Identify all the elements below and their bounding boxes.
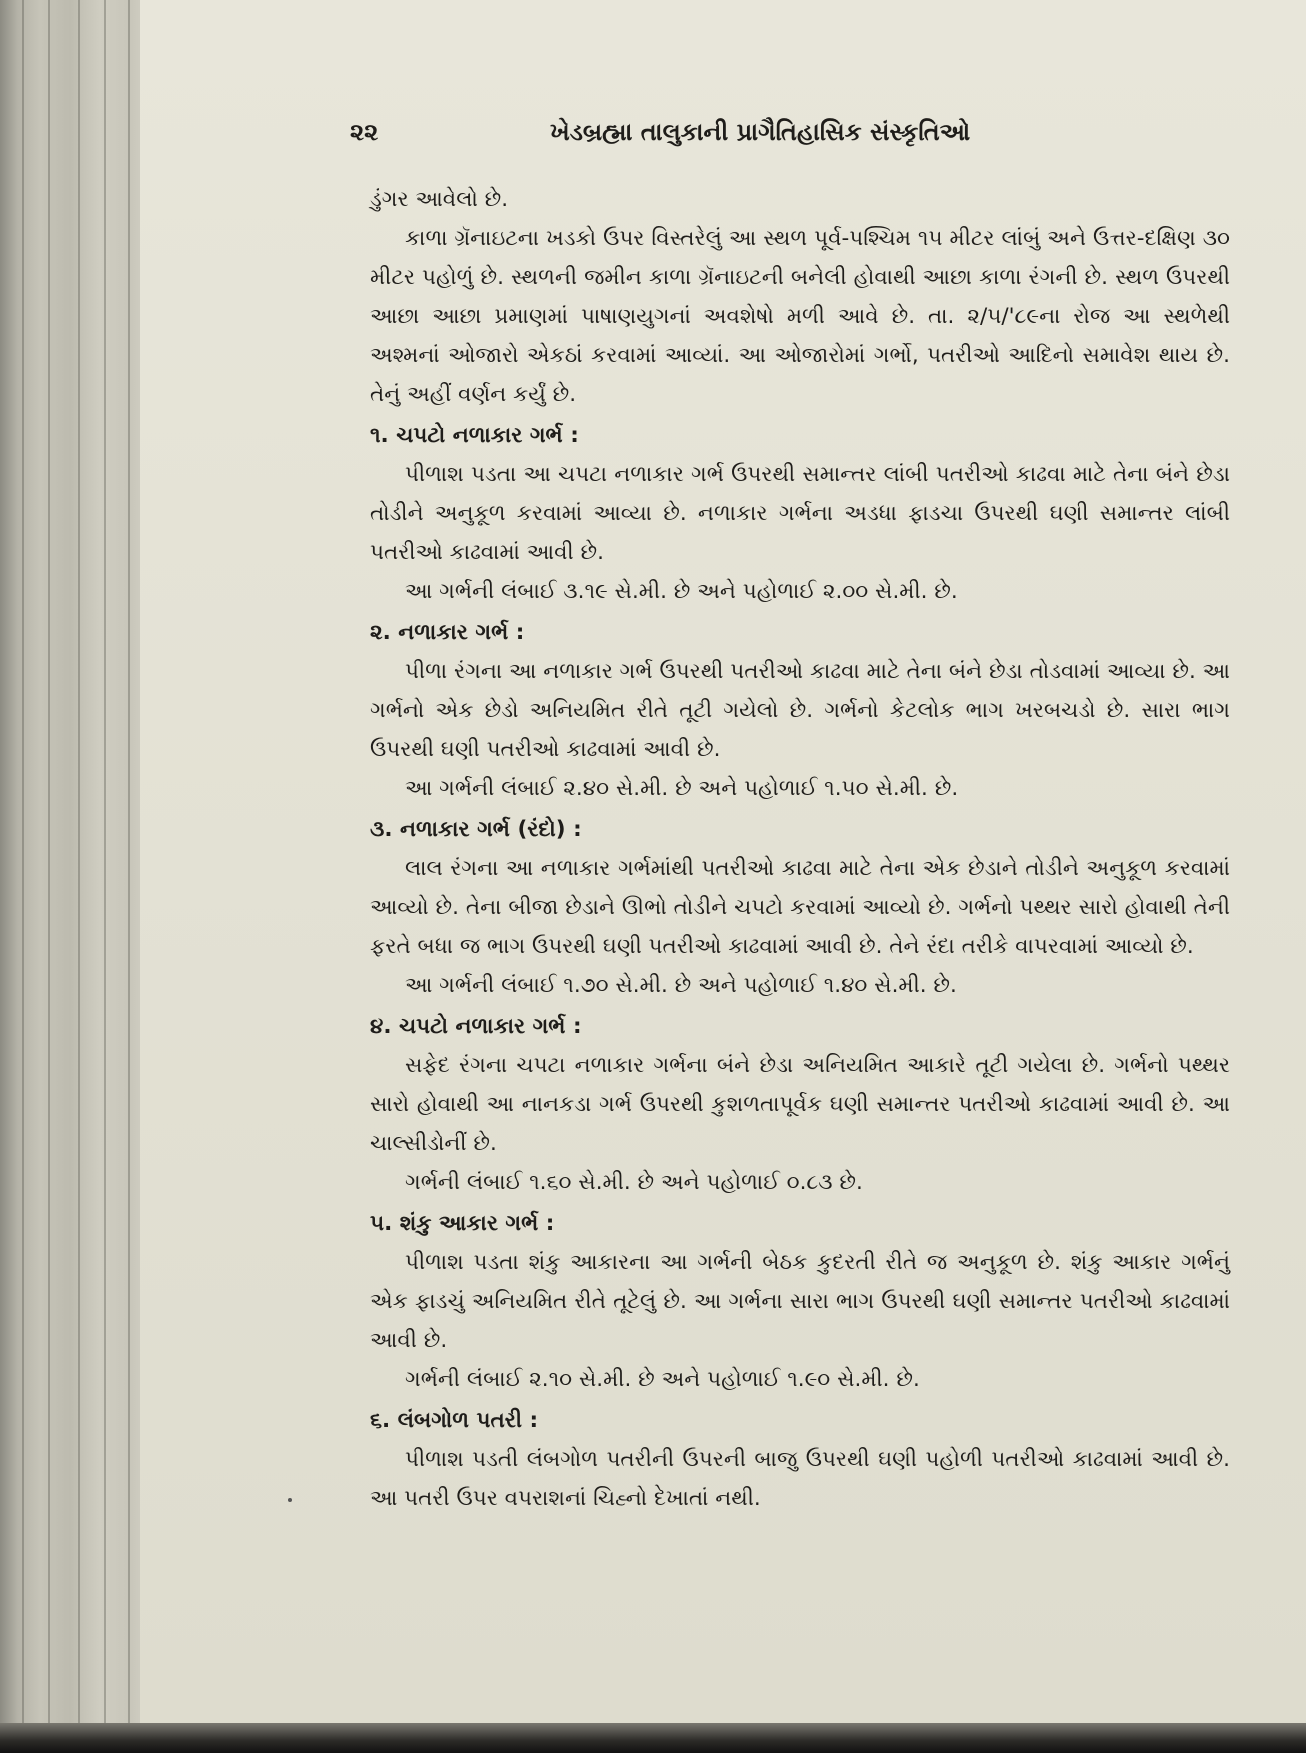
running-title: ખેડબ્રહ્મા તાલુકાની પ્રાગૈતિહાસિક સંસ્કૃતિઓ [550,118,971,146]
section-heading: ૩. નળાકાર ગર્ભ (રંદો) : [370,817,582,842]
book-page-edges [0,0,150,1753]
section-measurement: આ ગર્ભની લંબાઈ ૨.૪૦ સે.મી. છે અને પહોળાઈ ૧.૫૦ સે.મી. છે. [405,776,959,801]
page-number: ૨૨ [350,118,379,146]
section-6 [370,1401,1230,1518]
intro-paragraph: કાળા ગ્રૅનાઇટના ખડકો ઉપર વિસ્તરેલું આ સ્થળ પૂર્વ-પશ્ચિમ ૧૫ મીટર લાંબું અને ઉત્તર-દક્ષિણ ૩૦ મીટર પહોળું છે. સ્થળની જમીન કાળા ગ્રૅનાઇટની બનેલી હોવાથી આછા કાળા રંગની છે. સ્થળ ઉપરથી આછા આછા પ્રમાણમાં પાષાણયુગનાં અવશેષો મળી આવે છે. તા. ૨/૫/'૮૯ના રોજ આ સ્થળેથી અશ્મનાં ઓજારો એકઠાં કરવામાં આવ્યાં. આ ઓજારોમાં ગર્ભો, પતરીઓ આદિનો સમાવેશ થાય છે. તેનું અહીં વર્ણન કર્યું છે. [370,226,1230,407]
section-body: લાલ રંગના આ નળાકાર ગર્ભમાંથી પતરીઓ કાઢવા માટે તેના એક છેડાને તોડીને અનુકૂળ કરવામાં આવ્યો છે. તેના બીજા છેડાને ઊભો તોડીને ચપટો કરવામાં આવ્યો છે. ગર્ભનો પથ્થર સારો હોવાથી તેની ફરતે બધા જ ભાગ ઉપરથી ઘણી પતરીઓ કાઢવામાં આવી છે. તેને રંદા તરીકે વાપરવામાં આવ્યો છે. [370,856,1230,959]
section-measurement: ગર્ભની લંબાઈ ૧.૬૦ સે.મી. છે અને પહોળાઈ ૦.૮૩ છે. [405,1170,863,1195]
intro-continuation: ડુંગર આવેલો છે. [370,187,509,212]
section-body: પીળાશ પડતા શંકુ આકારના આ ગર્ભની બેઠક કુદરતી રીતે જ અનુકૂળ છે. શંકુ આકાર ગર્ભનું એક ફાડચું અનિયમિત રીતે તૂટેલું છે. આ ગર્ભના સારા ભાગ ઉપરથી ઘણી સમાન્તર પતરીઓ કાઢવામાં આવી છે. [370,1250,1230,1353]
section-heading: ૬. લંબગોળ પતરી : [370,1408,539,1433]
page-body [370,180,1230,1518]
section-measurement: આ ગર્ભની લંબાઈ ૧.૭૦ સે.મી. છે અને પહોળાઈ ૧.૪૦ સે.મી. છે. [405,973,957,998]
section-body: પીળાશ પડતા આ ચપટા નળાકાર ગર્ભ ઉપરથી સમાન્તર લાંબી પતરીઓ કાઢવા માટે તેના બંને છેડા તોડીને અનુકૂળ કરવામાં આવ્યા છે. નળાકાર ગર્ભના અડધા ફાડચા ઉપરથી ઘણી સમાન્તર લાંબી પતરીઓ કાઢવામાં આવી છે. [370,462,1230,565]
section-body: સફેદ રંગના ચપટા નળાકાર ગર્ભના બંને છેડા અનિયમિત આકારે તૂટી ગયેલા છે. ગર્ભનો પથ્થર સારો હોવાથી આ નાનકડા ગર્ભ ઉપરથી કુશળતાપૂર્વક ઘણી સમાન્તર પતરીઓ કાઢવામાં આવી છે. આ ચાલ્સીડોનીં છે. [370,1053,1230,1156]
section-1 [370,416,1230,611]
section-3 [370,810,1230,1005]
section-4 [370,1007,1230,1202]
page-header [350,118,1010,158]
section-heading: ૫. શંકુ આકાર ગર્ભ : [370,1211,555,1236]
section-measurement: ગર્ભની લંબાઈ ૨.૧૦ સે.મી. છે અને પહોળાઈ ૧.૯૦ સે.મી. છે. [405,1367,920,1392]
section-2 [370,613,1230,808]
paper-speck [288,1498,292,1502]
section-body: પીળાશ પડતી લંબગોળ પતરીની ઉપરની બાજુ ઉપરથી ઘણી પહોળી પતરીઓ કાઢવામાં આવી છે. આ પતરી ઉપર વપરાશનાં ચિહ્નો દેખાતાં નથી. [370,1447,1230,1511]
section-heading: ૨. નળાકાર ગર્ભ : [370,620,525,645]
section-heading: ૧. ચપટો નળાકાર ગર્ભ : [370,423,579,448]
section-measurement: આ ગર્ભની લંબાઈ ૩.૧૯ સે.મી. છે અને પહોળાઈ ૨.૦૦ સે.મી. છે. [405,579,958,604]
bottom-edge-shadow [0,1723,1306,1753]
section-body: પીળા રંગના આ નળાકાર ગર્ભ ઉપરથી પતરીઓ કાઢવા માટે તેના બંને છેડા તોડવામાં આવ્યા છે. આ ગર્ભનો એક છેડો અનિયમિત રીતે તૂટી ગયેલો છે. ગર્ભનો કેટલોક ભાગ ખરબચડો છે. સારા ભાગ ઉપરથી ઘણી પતરીઓ કાઢવામાં આવી છે. [370,659,1230,762]
section-heading: ૪. ચપટો નળાકાર ગર્ભ : [370,1014,582,1039]
section-5 [370,1204,1230,1399]
